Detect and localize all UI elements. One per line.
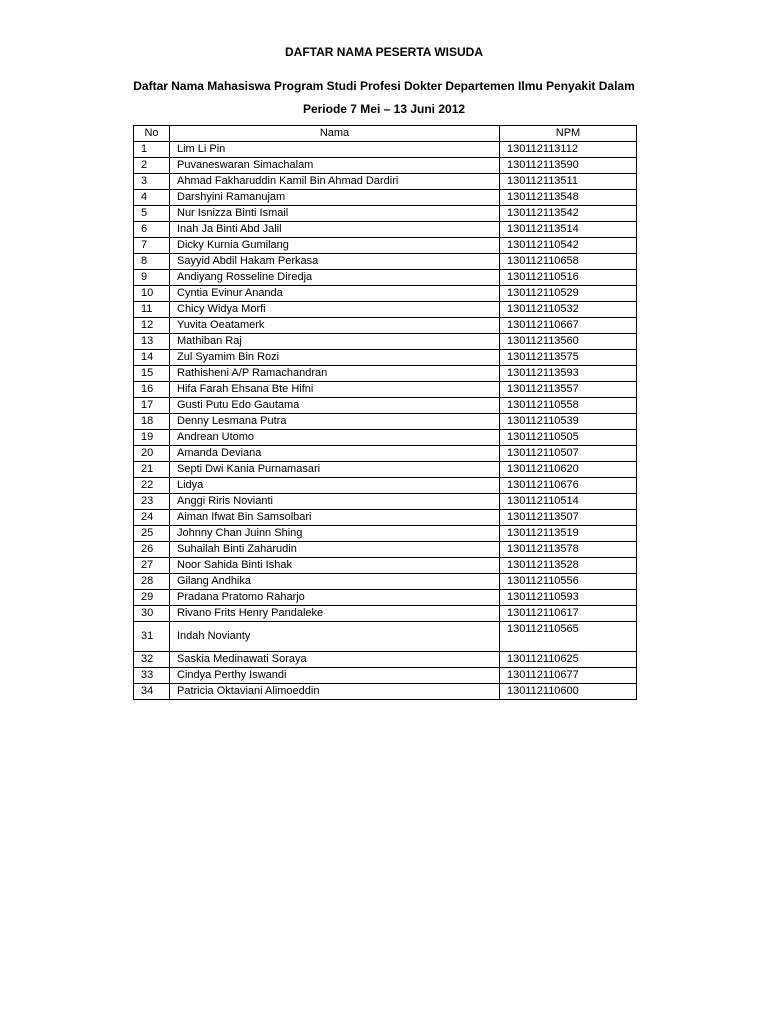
- row-nama: Anggi Riris Novianti: [170, 494, 500, 510]
- row-no: 24: [134, 510, 170, 526]
- row-nama: Sayyid Abdil Hakam Perkasa: [170, 254, 500, 270]
- row-nama: Mathiban Raj: [170, 334, 500, 350]
- row-npm: 130112113590: [500, 158, 637, 174]
- row-nama: Hifa Farah Ehsana Bte Hifni: [170, 382, 500, 398]
- row-no: 13: [134, 334, 170, 350]
- row-npm: 130112110532: [500, 302, 637, 318]
- row-no: 21: [134, 462, 170, 478]
- table-header-row: [134, 126, 637, 142]
- row-nama: Inah Ja Binti Abd Jalil: [170, 222, 500, 238]
- row-no: 19: [134, 430, 170, 446]
- row-nama: Dicky Kurnia Gumilang: [170, 238, 500, 254]
- table-row: [134, 190, 637, 206]
- row-no: 23: [134, 494, 170, 510]
- row-npm: 130112113593: [500, 366, 637, 382]
- table-row: [134, 446, 637, 462]
- row-nama: Lim Li Pin: [170, 142, 500, 158]
- table-row: [134, 590, 637, 606]
- table-row: [134, 542, 637, 558]
- row-npm: 130112110667: [500, 318, 637, 334]
- row-npm: 130112110593: [500, 590, 637, 606]
- row-nama: Johnny Chan Juinn Shing: [170, 526, 500, 542]
- row-no: 33: [134, 668, 170, 684]
- table-row: [134, 238, 637, 254]
- row-npm: 130112113575: [500, 350, 637, 366]
- row-no: 4: [134, 190, 170, 206]
- row-no: 20: [134, 446, 170, 462]
- table-row: [134, 462, 637, 478]
- row-npm: 130112110505: [500, 430, 637, 446]
- row-nama: Denny Lesmana Putra: [170, 414, 500, 430]
- row-nama: Yuvita Oeatamerk: [170, 318, 500, 334]
- table-row: [134, 430, 637, 446]
- table-row: [134, 478, 637, 494]
- row-no: 7: [134, 238, 170, 254]
- row-npm: 130112110625: [500, 652, 637, 668]
- row-nama: Ahmad Fakharuddin Kamil Bin Ahmad Dardiri: [170, 174, 500, 190]
- row-no: 25: [134, 526, 170, 542]
- row-npm: 130112110620: [500, 462, 637, 478]
- student-table: [133, 125, 637, 700]
- row-no: 5: [134, 206, 170, 222]
- row-nama: Rivano Frits Henry Pandaleke: [170, 606, 500, 622]
- row-npm: 130112113528: [500, 558, 637, 574]
- row-nama: Indah Novianty: [170, 622, 500, 652]
- row-no: 28: [134, 574, 170, 590]
- row-npm: 130112110558: [500, 398, 637, 414]
- row-no: 3: [134, 174, 170, 190]
- table-row: [134, 382, 637, 398]
- row-no: 22: [134, 478, 170, 494]
- row-npm: 130112113519: [500, 526, 637, 542]
- row-nama: Andiyang Rosseline Diredja: [170, 270, 500, 286]
- row-npm: 130112110539: [500, 414, 637, 430]
- row-nama: Aiman Ifwat Bin Samsolbari: [170, 510, 500, 526]
- row-nama: Pradana Pratomo Raharjo: [170, 590, 500, 606]
- table-row: [134, 366, 637, 382]
- row-no: 6: [134, 222, 170, 238]
- row-npm: 130112110676: [500, 478, 637, 494]
- row-npm: 130112110514: [500, 494, 637, 510]
- row-no: 27: [134, 558, 170, 574]
- row-npm: 130112110529: [500, 286, 637, 302]
- row-nama: Zul Syamim Bin Rozi: [170, 350, 500, 366]
- row-no: 8: [134, 254, 170, 270]
- table-row: [134, 668, 637, 684]
- table-row: [134, 350, 637, 366]
- table-row: [134, 302, 637, 318]
- row-no: 15: [134, 366, 170, 382]
- row-nama: Nur Isnizza Binti Ismail: [170, 206, 500, 222]
- row-nama: Chicy Widya Morfi: [170, 302, 500, 318]
- row-npm: 130112113548: [500, 190, 637, 206]
- table-row: [134, 494, 637, 510]
- table-row: [134, 142, 637, 158]
- table-row: [134, 684, 637, 700]
- row-nama: Septi Dwi Kania Purnamasari: [170, 462, 500, 478]
- row-nama: Lidya: [170, 478, 500, 494]
- row-nama: Amanda Deviana: [170, 446, 500, 462]
- row-nama: Darshyini Ramanujam: [170, 190, 500, 206]
- row-npm: 130112110677: [500, 668, 637, 684]
- row-no: 18: [134, 414, 170, 430]
- table-body: [134, 142, 637, 700]
- row-no: 12: [134, 318, 170, 334]
- header-no: No: [134, 126, 170, 142]
- table-row: [134, 334, 637, 350]
- table-row: [134, 510, 637, 526]
- row-nama: Patricia Oktaviani Alimoeddin: [170, 684, 500, 700]
- row-no: 26: [134, 542, 170, 558]
- row-nama: Gusti Putu Edo Gautama: [170, 398, 500, 414]
- row-npm: 130112110556: [500, 574, 637, 590]
- row-npm: 130112110658: [500, 254, 637, 270]
- row-npm: 130112113578: [500, 542, 637, 558]
- table-row: [134, 270, 637, 286]
- row-no: 31: [134, 622, 170, 652]
- table-row: [134, 558, 637, 574]
- row-nama: Noor Sahida Binti Ishak: [170, 558, 500, 574]
- row-npm: 130112110565: [500, 622, 637, 652]
- row-npm: 130112113560: [500, 334, 637, 350]
- table-row: [134, 606, 637, 622]
- document-period: Periode 7 Mei – 13 Juni 2012: [302, 102, 466, 116]
- row-npm: 130112113507: [500, 510, 637, 526]
- table-row: [134, 318, 637, 334]
- table-row: [134, 206, 637, 222]
- row-nama: Saskia Medinawati Soraya: [170, 652, 500, 668]
- row-npm: 130112110507: [500, 446, 637, 462]
- row-no: 11: [134, 302, 170, 318]
- row-npm: 130112110600: [500, 684, 637, 700]
- row-nama: Gilang Andhika: [170, 574, 500, 590]
- row-no: 14: [134, 350, 170, 366]
- row-npm: 130112110516: [500, 270, 637, 286]
- row-no: 32: [134, 652, 170, 668]
- row-npm: 130112113557: [500, 382, 637, 398]
- row-no: 2: [134, 158, 170, 174]
- table-row: [134, 526, 637, 542]
- table-row: [134, 158, 637, 174]
- table-row: [134, 222, 637, 238]
- row-no: 30: [134, 606, 170, 622]
- row-no: 29: [134, 590, 170, 606]
- row-no: 9: [134, 270, 170, 286]
- row-no: 10: [134, 286, 170, 302]
- row-nama: Cindya Perthy Iswandi: [170, 668, 500, 684]
- table-row: [134, 398, 637, 414]
- row-npm: 130112113514: [500, 222, 637, 238]
- row-no: 34: [134, 684, 170, 700]
- row-no: 17: [134, 398, 170, 414]
- table-row: [134, 286, 637, 302]
- row-npm: 130112113112: [500, 142, 637, 158]
- row-no: 16: [134, 382, 170, 398]
- row-nama: Andrean Utomo: [170, 430, 500, 446]
- row-nama: Rathisheni A/P Ramachandran: [170, 366, 500, 382]
- row-nama: Puvaneswaran Simachalam: [170, 158, 500, 174]
- row-npm: 130112110542: [500, 238, 637, 254]
- row-npm: 130112110617: [500, 606, 637, 622]
- document-title: DAFTAR NAMA PESERTA WISUDA: [285, 45, 483, 59]
- table-row: [134, 574, 637, 590]
- table-row: [134, 414, 637, 430]
- table-row: [134, 652, 637, 668]
- header-nama: Nama: [170, 126, 500, 142]
- table-row: [134, 174, 637, 190]
- row-npm: 130112113542: [500, 206, 637, 222]
- header-npm: NPM: [500, 126, 637, 142]
- row-npm: 130112113511: [500, 174, 637, 190]
- row-nama: Suhailah Binti Zaharudin: [170, 542, 500, 558]
- row-nama: Cyntia Evinur Ananda: [170, 286, 500, 302]
- row-no: 1: [134, 142, 170, 158]
- table-row: [134, 622, 637, 652]
- document-subtitle: Daftar Nama Mahasiswa Program Studi Profesi Dokter Departemen Ilmu Penyakit Dalam: [133, 79, 635, 93]
- table-row: [134, 254, 637, 270]
